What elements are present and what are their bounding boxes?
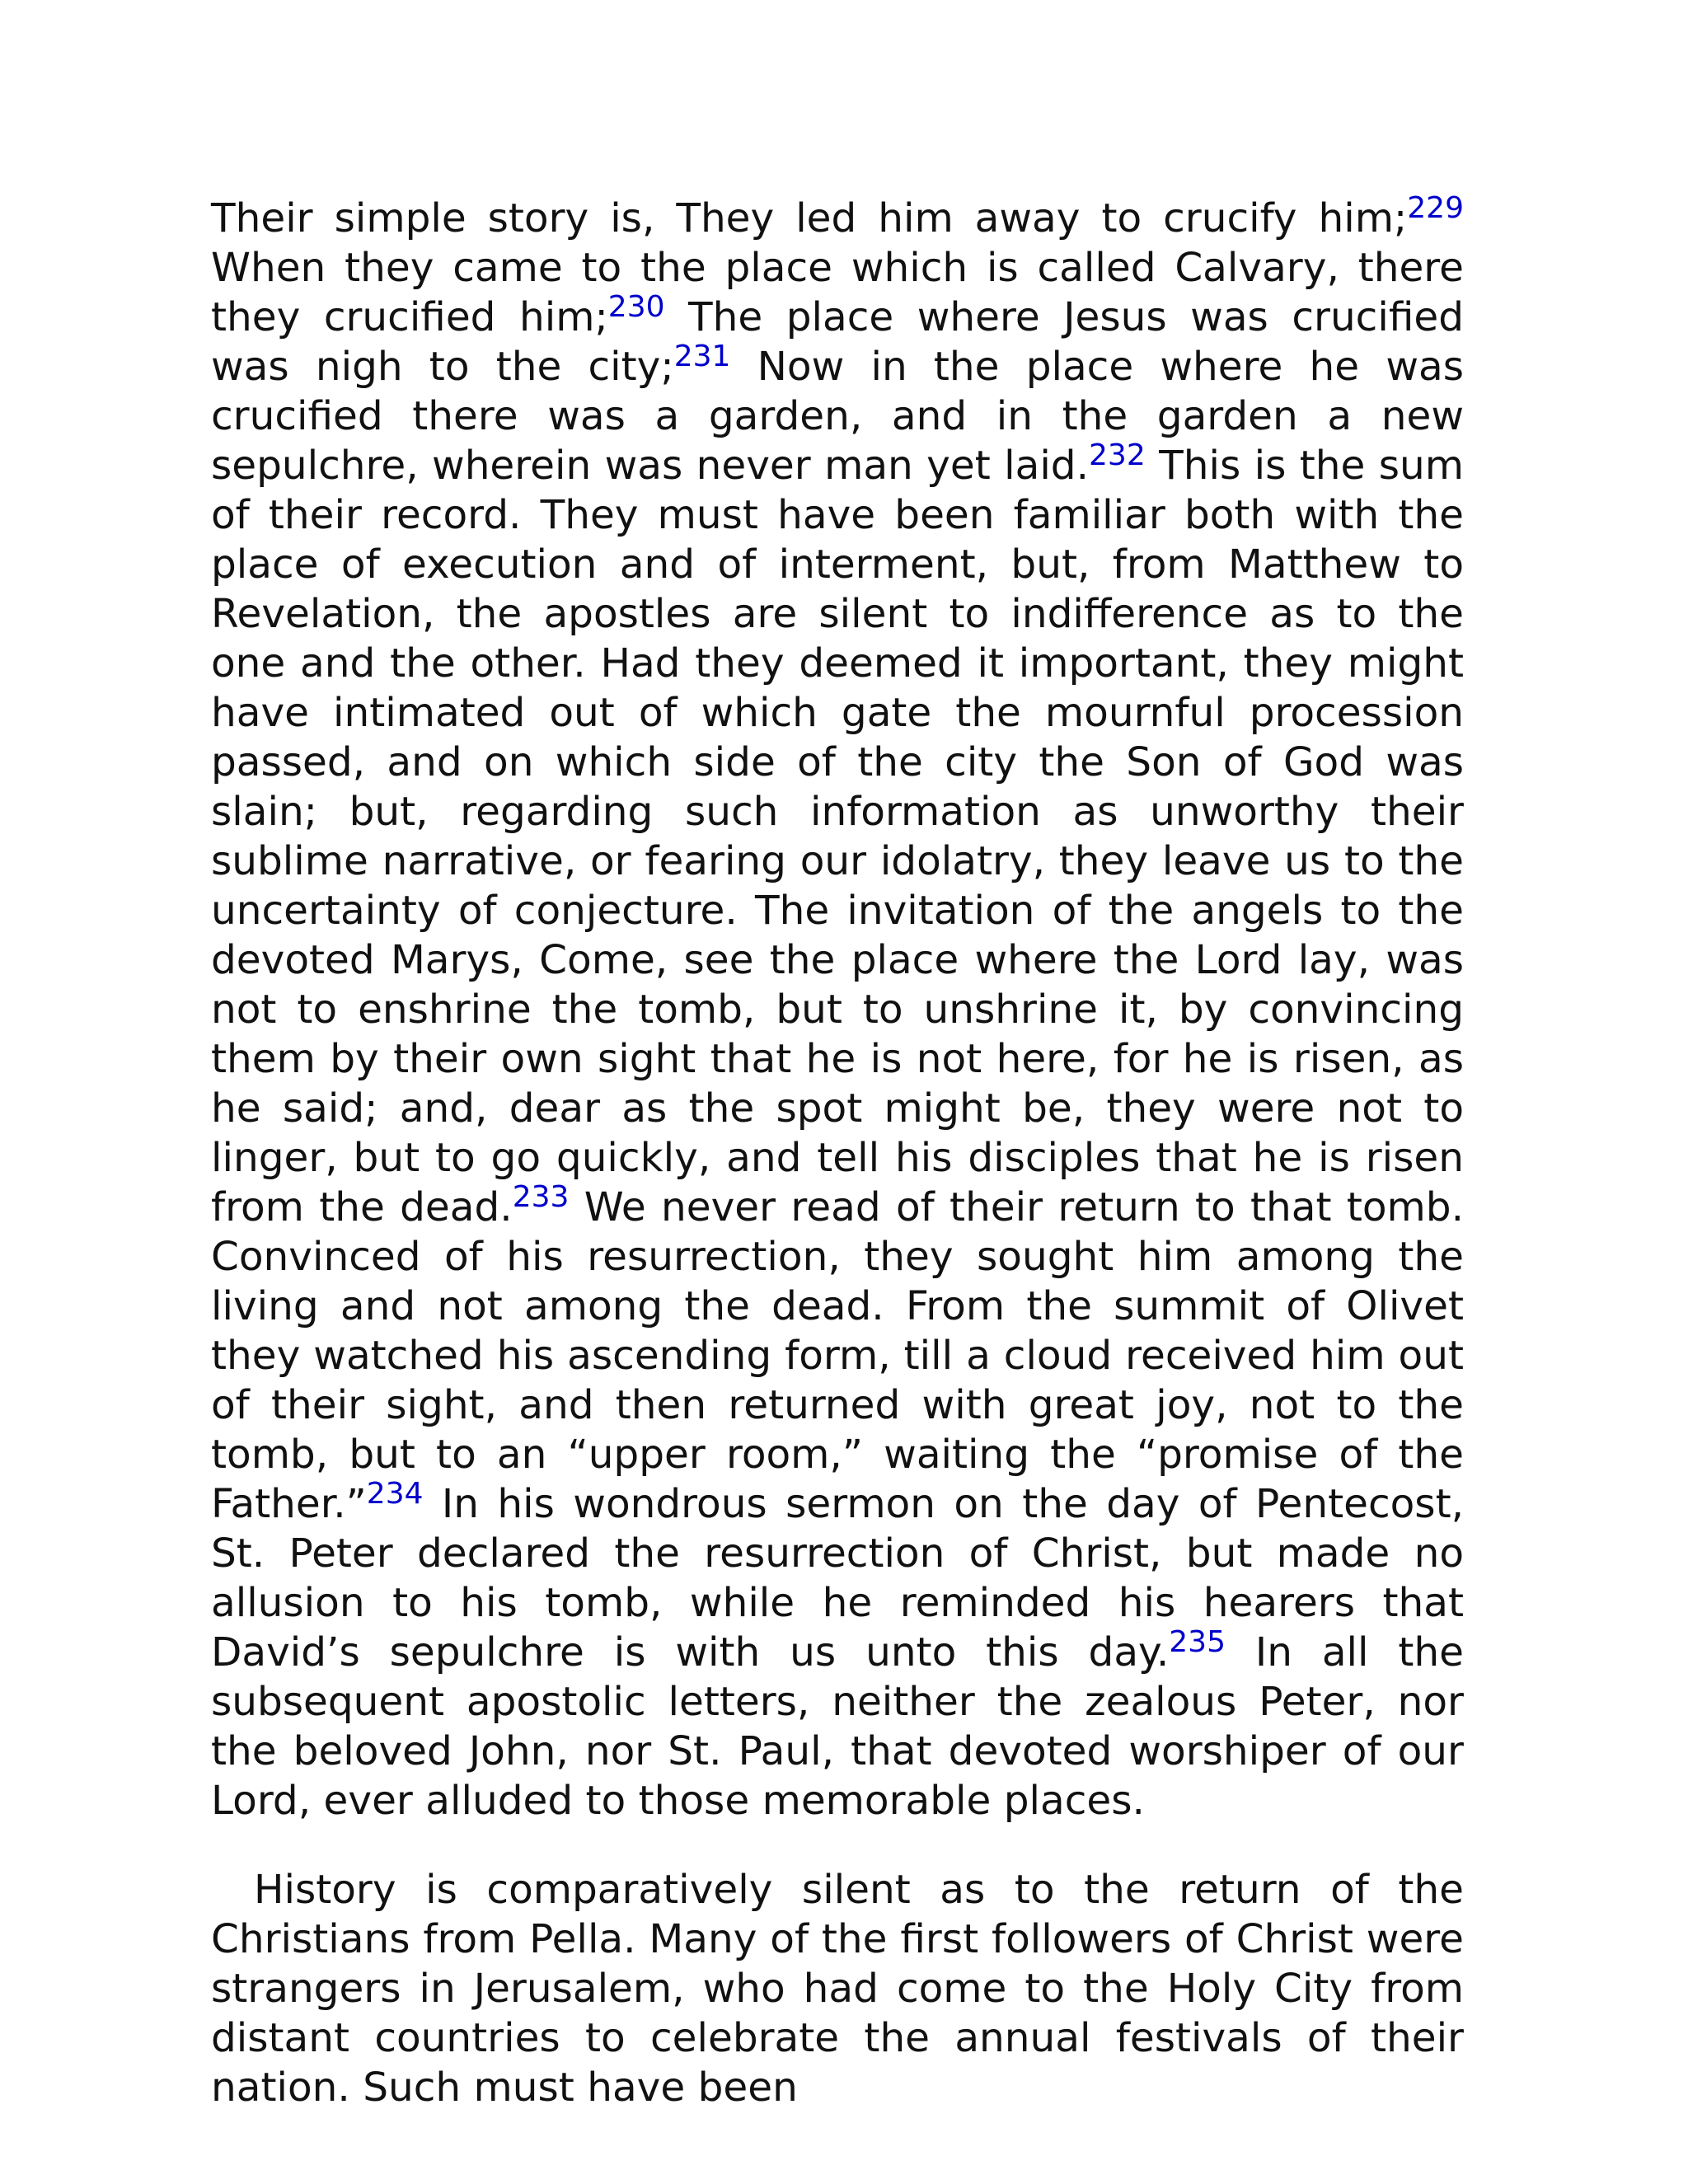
footnote-link[interactable]: 231: [673, 339, 731, 373]
paragraph-text: The place where Jesus was crucified was nigh to the city;: [211, 294, 1464, 390]
page-body: [211, 190, 1465, 2112]
footnote-link[interactable]: 233: [512, 1179, 570, 1214]
paragraph-text: This is the sum of their record. They must have been familiar both with the place of execution and of interment, but, from Matthew to Revelation, the apostles are silent to indifference as to the one and the other. Had they deemed it important, they might have intimated out of which gate the mournful procession passed, and on which side of the city the Son of God was slain; but, regarding such information as unworthy their sublime narrative, or fearing our idolatry, they leave us to the uncertainty of conjecture. The invitation of the angels to the devoted Marys, Come, see the place where the Lord lay, was not to enshrine the tomb, but to unshrine it, by convincing them by their own sight that he is not here, for he is risen, as he said; and, dear as the spot might be, they were not to linger, but to go quickly, and tell his disciples that he is risen from the dead.: [211, 443, 1464, 1230]
paragraph-text: Now in the place where he was crucified there was a garden, and in the garden a new sepulchre, wherein was never man yet laid.: [211, 344, 1464, 489]
paragraph: [211, 1865, 1464, 2112]
footnote-link[interactable]: 232: [1089, 438, 1146, 472]
footnote-link[interactable]: 235: [1169, 1624, 1226, 1659]
paragraph-text: We never read of their return to that tomb. Convinced of his resurrection, they sought him among the living and not among the dead. From the summit of Olivet they watched his ascending form, till a cloud received him out of their sight, and then returned with great joy, not to the tomb, but to an “upper room,” waiting the “promise of the Father.”: [211, 1184, 1465, 1527]
paragraph-text: In all the subsequent apostolic letters, neither the zealous Peter, nor the beloved John, nor St. Paul, that devoted worshiper of our Lord, ever alluded to those memorable places.: [211, 1629, 1464, 1824]
paragraph-text: In his wondrous sermon on the day of Pentecost, St. Peter declared the resurrection of Christ, but made no allusion to his tomb, while he reminded his hearers that David’s sepulchre is with us unto this day.: [211, 1481, 1464, 1675]
paragraph-text: Their simple story is, They led him away to crucify him;: [211, 195, 1408, 241]
footnote-link[interactable]: 234: [366, 1476, 424, 1511]
paragraph: [211, 190, 1465, 1825]
paragraph-text: When they came to the place which is called Calvary, there they crucified him;: [211, 245, 1464, 340]
footnote-link[interactable]: 230: [607, 289, 665, 324]
footnote-link[interactable]: 229: [1407, 190, 1464, 225]
paragraph-text: History is comparatively silent as to the return of the Christians from Pella. Many of the first followers of Christ were strangers in Jerusalem, who had come to the Holy City from distant countries to celebrate the annual festivals of their nation. Such must have been: [211, 1867, 1464, 2111]
